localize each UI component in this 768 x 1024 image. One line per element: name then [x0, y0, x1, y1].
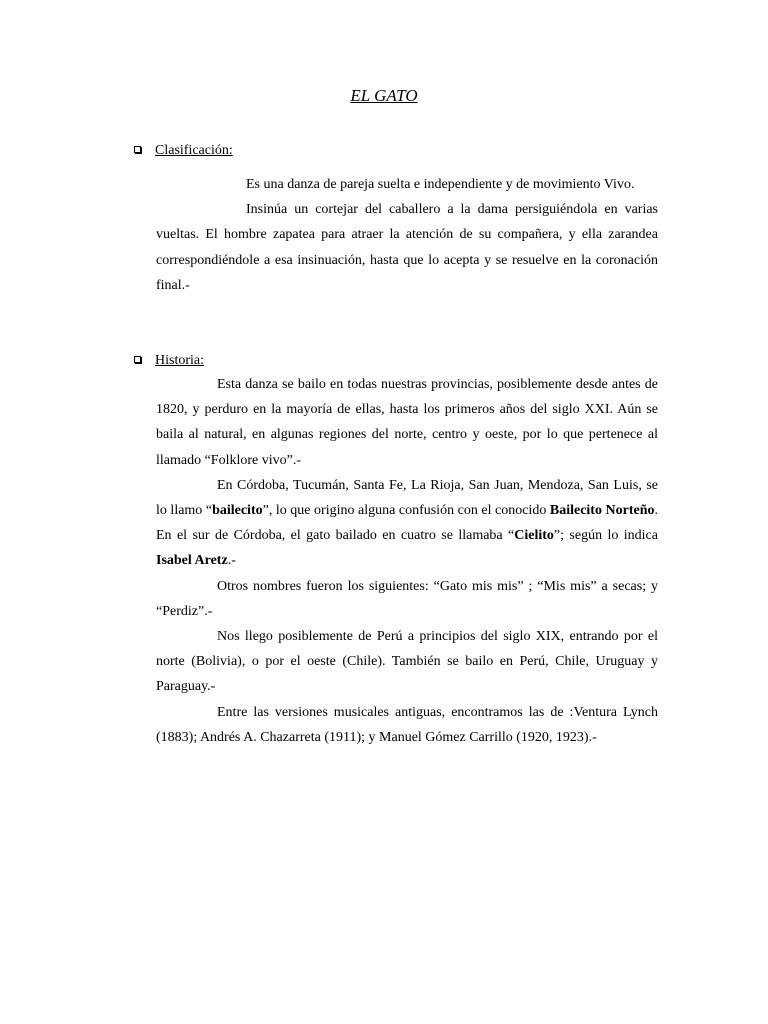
- bold-term: Cielito: [514, 528, 554, 544]
- paragraph: Es una danza de pareja suelta e independiente y de movimiento Vivo.: [246, 177, 635, 192]
- paragraph: Esta danza se bailo en todas nuestras provincias, posiblemente desde antes de 1820, y perduro en la mayoría de ellas, hasta los primeros años del siglo XXI. Aún se baila al natural, en algunas regiones del norte, centro y oeste, por lo que pertenece al llamado “Folklore vivo”.-: [156, 377, 658, 468]
- section-body-clasificacion: [156, 172, 658, 298]
- section-heading-historia: Historia:: [134, 353, 204, 369]
- paragraph: En Córdoba, Tucumán, Santa Fe, La Rioja, San Juan, Mendoza, San Luis, se lo llamo “bailecito”, lo que origino alguna confusión con el conocido Bailecito Norteño. En el sur de Córdoba, el gato bailado en cuatro se llamaba “Cielito”; según lo indica Isabel Aretz.-: [156, 477, 658, 569]
- bold-term: Bailecito Norteño: [549, 503, 655, 519]
- section-heading-clasificacion: Clasificación:: [134, 143, 233, 159]
- paragraph: Otros nombres fueron los siguientes: “Gato mis mis” ; “Mis mis” a secas; y “Perdiz”.-: [156, 578, 658, 619]
- paragraph: Insinúa un cortejar del caballero a la dama persiguiéndola en varias vueltas. El hombre zapatea para atraer la atención de su compañera, y ella zarandea correspondiéndole a esa insinuación, hasta que lo acepta y se resuelve en la coronación final.-: [156, 202, 658, 293]
- bold-term: Isabel Aretz: [156, 553, 228, 569]
- bold-term: bailecito: [212, 503, 263, 519]
- paragraph: Entre las versiones musicales antiguas, encontramos las de :Ventura Lynch (1883); Andrés A. Chazarreta (1911); y Manuel Gómez Carrillo (1920, 1923).-: [156, 704, 658, 745]
- document-title: EL GATO: [350, 86, 418, 105]
- square-bullet-icon: [134, 356, 141, 363]
- square-bullet-icon: [134, 146, 141, 153]
- section-body-historia: [156, 372, 658, 750]
- paragraph: Nos llego posiblemente de Perú a principios del siglo XIX, entrando por el norte (Bolivia), o por el oeste (Chile). También se bailo en Perú, Chile, Uruguay y Paraguay.-: [156, 629, 658, 695]
